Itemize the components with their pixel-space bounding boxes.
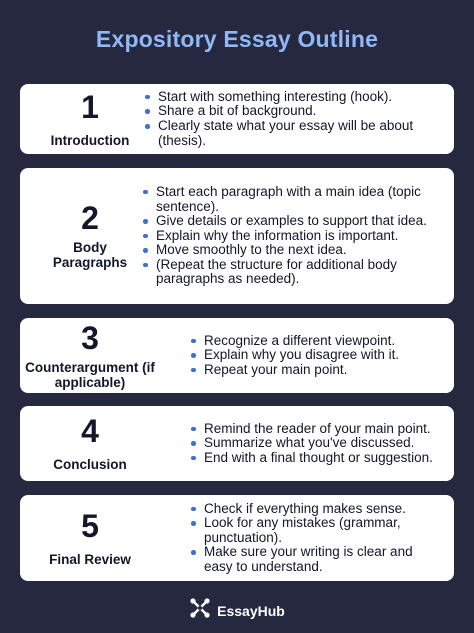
bullet-item: (Repeat the structure for additional body paragraphs as needed). [143,258,444,287]
section-number: 1 [81,88,99,125]
essayhub-logo-icon [189,597,217,624]
section-number: 3 [81,319,99,356]
bullet-item: Start with something interesting (hook). [145,90,444,105]
section-card-introduction [20,84,454,154]
section-card-conclusion [20,406,454,481]
section-bullet-list [191,406,450,481]
bullet-item: Start each paragraph with a main idea (topic sentence). [143,185,444,214]
bullet-item: Make sure your writing is clear and easy to understand. [191,545,440,574]
page-title: Expository Essay Outline [95,26,379,52]
section-number: 5 [81,507,99,544]
bullet-item: Look for any mistakes (grammar, punctuation). [191,516,440,545]
section-name: Body Paragraphs [52,240,128,270]
section-name: Counterargument (if applicable) [25,359,155,390]
section-name: Introduction [50,132,130,148]
bullet-item: Share a bit of background. [145,104,444,119]
bullet-item: Summarize what you've discussed. [191,436,450,451]
section-card-counterargument [20,318,454,393]
section-name: Final Review [49,551,131,567]
bullet-item: Recognize a different viewpoint. [191,334,446,349]
section-number: 2 [81,200,99,236]
section-bullet-list [145,84,444,154]
section-bullet-list [191,318,446,393]
bullet-item: Explain why you disagree with it. [191,348,446,363]
bullet-item: Give details or examples to support that idea. [143,214,444,229]
footer-brand [0,597,474,624]
section-number: 4 [81,413,99,449]
bullet-item: Explain why the information is important. [143,229,444,244]
bullet-item: End with a final thought or suggestion. [191,451,450,466]
brand-name: EssayHub [217,602,285,619]
section-name: Conclusion [53,457,127,472]
section-bullet-list [143,168,444,304]
bullet-item: Check if everything makes sense. [191,502,440,517]
bullet-item: Remind the reader of your main point. [191,422,450,437]
section-card-final-review [20,495,454,581]
section-card-body-paragraphs [20,168,454,304]
bullet-item: Repeat your main point. [191,363,446,378]
bullet-item: Clearly state what your essay will be about (thesis). [145,119,444,148]
section-bullet-list [191,495,440,581]
bullet-item: Move smoothly to the next idea. [143,243,444,258]
